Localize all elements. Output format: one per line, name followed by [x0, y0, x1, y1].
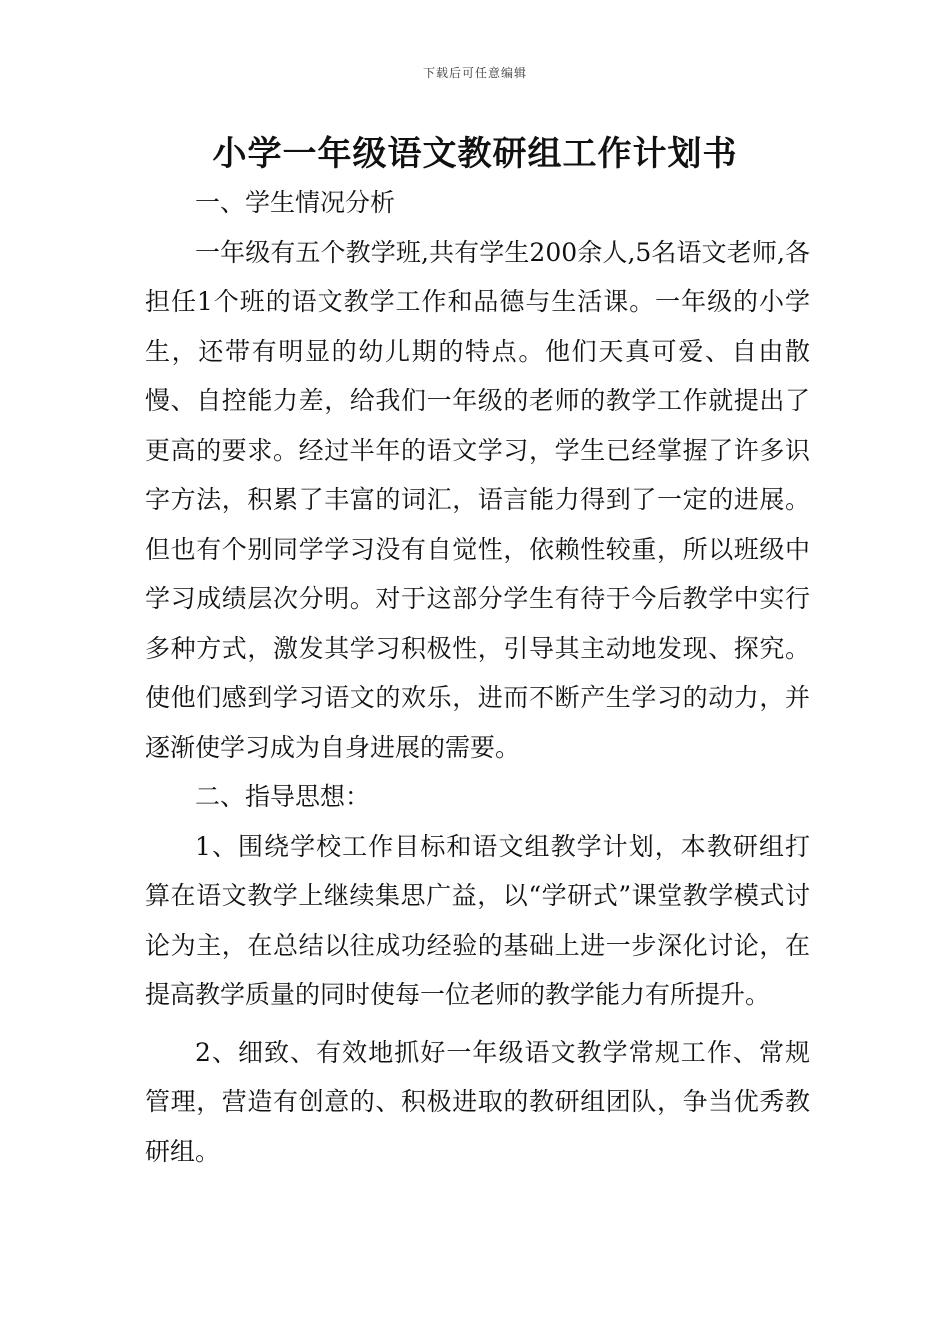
paragraph-spacer: [145, 1020, 810, 1028]
paragraph-guiding-item-1: 1、围绕学校工作目标和语文组教学计划，本教研组打算在语文教学上继续集思广益，以“学研式”课堂教学模式讨论为主，在总结以往成功经验的基础上进一步深化讨论，在提高教学质量的同时使每一位老师的教学能力有所提升。: [145, 831, 810, 1009]
paragraph-student-analysis: 一年级有五个教学班,共有学生200余人,5名语文老师,各担任1个班的语文教学工作和品德与生活课。一年级的小学生，还带有明显的幼儿期的特点。他们天真可爱、自由散慢、自控能力差，给我们一年级的老师的教学工作就提出了更高的要求。经过半年的语文学习，学生已经掌握了许多识字方法，积累了丰富的词汇，语言能力得到了一定的进展。但也有个别同学学习没有自觉性，依赖性较重，所以班级中学习成绩层次分明。对于这部分学生有待于今后教学中实行多种方式，激发其学习积极性，引导其主动地发现、探究。使他们感到学习语文的欢乐，进而不断产生学习的动力，并逐渐使学习成为自身进展的需要。: [145, 237, 810, 762]
header-note: 下载后可任意编辑: [422, 66, 527, 80]
document-title: 小学一年级语文教研组工作计划书: [212, 134, 738, 174]
document-body: [145, 178, 810, 1176]
section-heading-student-analysis: 一、学生情况分析: [195, 188, 396, 217]
paragraph-guiding-item-2: 2、细致、有效地抓好一年级语文教学常规工作、常规管理，营造有创意的、积极进取的教研组团队，争当优秀教研组。: [145, 1037, 810, 1166]
section-heading-guiding-ideology: 二、指导思想：: [195, 782, 371, 811]
